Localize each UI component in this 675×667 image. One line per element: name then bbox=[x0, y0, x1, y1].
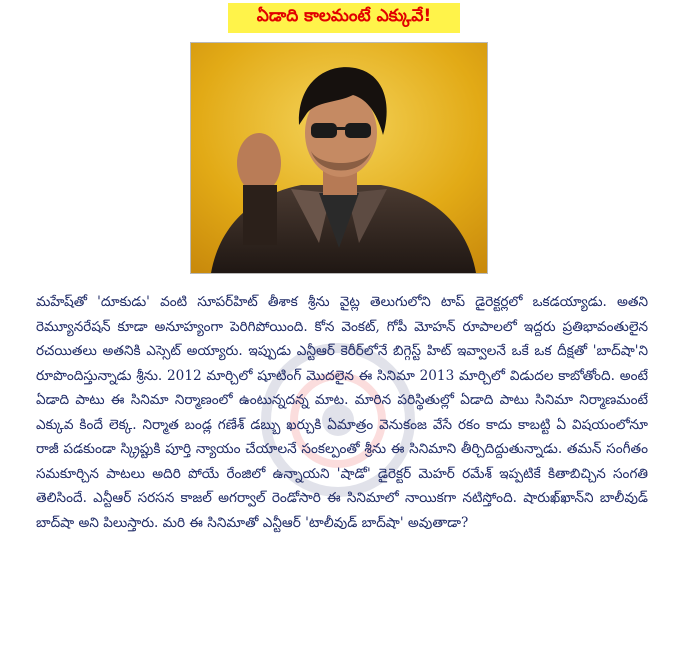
headline-banner bbox=[228, 3, 460, 33]
headline-text: ఏడాది కాలమంటే ఎక్కువే! bbox=[256, 6, 432, 26]
article-photo bbox=[190, 42, 488, 274]
article-body: మహేష్‌తో 'దూకుడు' వంటి సూపర్‌హిట్ తీశాక శ్రీను వైట్ల తెలుగులోని టాప్ డైరెక్టర్లలో ఒకడయ్యాడు. అతని రెమ్యూనరేషన్ కూడా అనూహ్యంగా పెరిగిపోయింది. కోన వెంకట్, గోపీ మోహన్ రూపాలలో ఇద్దరు ప్రతిభావంతులైన రచయితలు అతనికి ఎస్సెట్ అయ్యారు. ఇప్పుడు ఎన్టీఆర్ కెరీర్‌లోనే బిగ్గెస్ట్ హిట్ ఇవ్వాలనే ఒకే ఒక దీక్షతో 'బాద్‌షా'ని రూపొందిస్తున్నాడు శ్రీను. 2012 మార్చిలో షూటింగ్ మొదలైన ఈ సినిమా 2013 మార్చిలో విడుదల కాబోతోంది. అంటే ఏడాది పాటు ఈ సినిమా నిర్మాణంలో ఉంటున్నదన్న మాట. మారిన పరిస్థితుల్లో ఏడాది పాటు సినిమా నిర్మాణమంటే ఎక్కువ కిందే లెక్క. నిర్మాత బండ్ల గణేశ్ డబ్బు ఖర్చుకి ఏమాత్రం వెనుకంజ వేసే రకం కాదు కాబట్టి ఏ విషయంలోనూ రాజీ పడకుండా స్క్రిప్టుకి పూర్తి న్యాయం చేయాలనే సంకల్పంతో శ్రీను ఈ సినిమాని తీర్చిదిద్దుతున్నాడు. తమన్ సంగీతం సమకూర్చిన పాటలు అదిరి పోయే రేంజిలో ఉన్నాయని 'షాడో' డైరెక్టర్ మెహర్ రమేశ్ ఇప్పటికే కితాబిచ్చిన సంగతి తెలిసిందే. ఎన్టీఆర్ సరసన కాజల్ అగర్వాల్ రెండోసారి ఈ సినిమాలో నాయికగా నటిస్తోంది. షారుఖ్‌ఖాన్‌ని బాలీవుడ్ బాద్‌షా అని పిలుస్తారు. మరి ఈ సినిమాతో ఎన్టీఆర్ 'టాలీవుడ్ బాద్‌షా' అవుతాడా? bbox=[36, 294, 648, 531]
actor-portrait-image bbox=[191, 43, 487, 273]
